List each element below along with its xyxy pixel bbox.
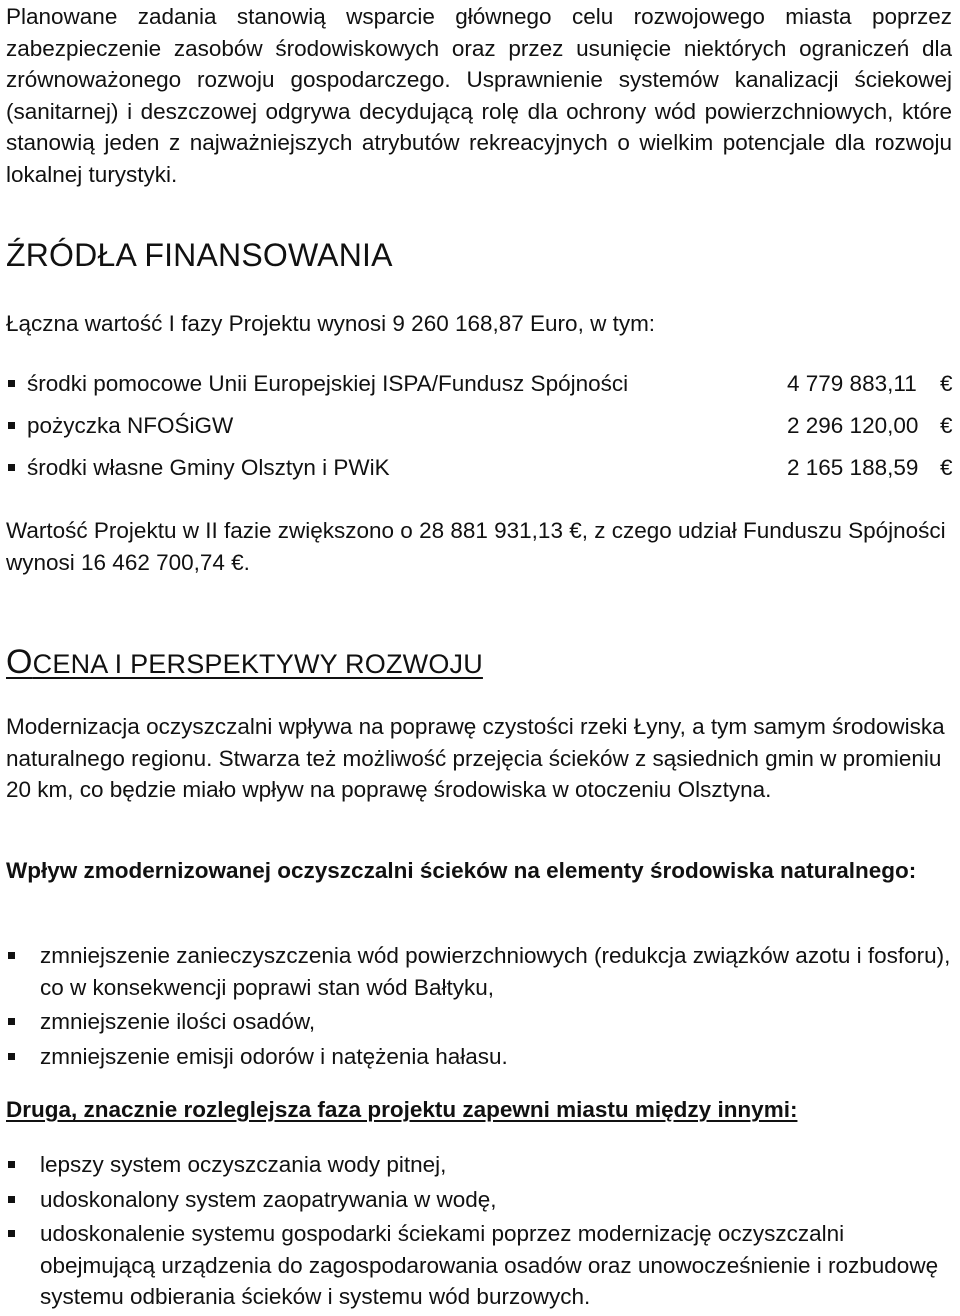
list-item (6, 1218, 952, 1313)
currency-symbol: € (940, 371, 953, 396)
assessment-heading-initial: O (6, 643, 33, 681)
square-bullet-icon (8, 380, 15, 387)
funding-heading: ŹRÓDŁA FINANSOWANIA (6, 237, 393, 273)
funding-sources-list (6, 368, 952, 494)
phase-two-heading: Druga, znacznie rozleglejsza faza projektu zapewni miastu między innymi: (6, 1097, 798, 1122)
phase2-value-text: Wartość Projektu w II fazie zwiększono o 28 881 931,13 €, z czego udział Funduszu Spójności wynosi 16 462 700,74 €. (6, 518, 946, 575)
list-item (6, 940, 952, 1003)
list-item (6, 1149, 952, 1181)
funding-source-amount: 2 165 188,59 (787, 455, 919, 480)
square-bullet-icon (8, 422, 15, 429)
list-item-text: zmniejszenie zanieczyszczenia wód powierzchniowych (redukcja związków azotu i fosforu), co w konsekwencji poprawi stan wód Bałtyku, (40, 943, 951, 1000)
square-bullet-icon (8, 1230, 15, 1237)
list-item (6, 1041, 952, 1073)
square-bullet-icon (8, 952, 15, 959)
assessment-paragraph: Modernizacja oczyszczalni wpływa na poprawę czystości rzeki Łyny, a tym samym środowiska naturalnego regionu. Stwarza też możliwość przejęcia ścieków z sąsiednich gmin w promieniu 20 km, co będzie miało wpływ na poprawę środowiska w otoczeniu Olsztyna. (6, 714, 945, 802)
list-item-text: zmniejszenie ilości osadów, (40, 1009, 316, 1034)
square-bullet-icon (8, 1053, 15, 1060)
intro-paragraph: Planowane zadania stanowią wsparcie głównego celu rozwojowego miasta poprzez zabezpieczenie zasobów środowiskowych oraz przez usunięcie niektórych ograniczeń dla zrównoważonego rozwoju gospodarczego. Usprawnienie systemów kanalizacji ściekowej (sanitarnej) i deszczowej odgrywa decydującą rolę dla ochrony wód powierzchniowych, które stanowią jeden z najważniejszych atrybutów rekreacyjnych o wielkim potencjale dla rozwoju lokalnej turystyki. (6, 4, 952, 187)
assessment-heading-rest: CENA I PERSPEKTYWY ROZWOJU (32, 649, 483, 679)
funding-source-label: środki własne Gminy Olsztyn i PWiK (27, 455, 390, 480)
funding-source-amount: 2 296 120,00 (787, 413, 919, 438)
list-item (6, 1006, 952, 1038)
funding-total-text: Łączna wartość I fazy Projektu wynosi 9 260 168,87 Euro, w tym: (6, 311, 656, 336)
funding-source-item (6, 410, 952, 452)
list-item (6, 1184, 952, 1216)
impact-heading: Wpływ zmodernizowanej oczyszczalni ścieków na elementy środowiska naturalnego: (6, 858, 917, 883)
funding-source-item (6, 368, 952, 410)
list-item-text: zmniejszenie emisji odorów i natężenia hałasu. (40, 1043, 508, 1069)
currency-symbol: € (940, 455, 953, 480)
document-page (6, 0, 953, 1309)
list-item-text: udoskonalenie systemu gospodarki ściekami poprzez modernizację oczyszczalni obejmującą urządzenia do zagospodarowania osadów oraz unowocześnienie i rozbudowę systemu odbierania ścieków i systemu wód burzowych. (40, 1221, 939, 1309)
square-bullet-icon (8, 1018, 15, 1025)
funding-source-label: środki pomocowe Unii Europejskiej ISPA/Fundusz Spójności (27, 371, 629, 396)
square-bullet-icon (8, 464, 15, 471)
list-item-text: lepszy system oczyszczania wody pitnej, (40, 1152, 447, 1177)
funding-source-item (6, 452, 952, 494)
square-bullet-icon (8, 1196, 15, 1203)
impact-list (6, 940, 952, 1075)
funding-source-amount: 4 779 883,11 (787, 371, 917, 396)
phase-two-list (6, 1149, 952, 1316)
square-bullet-icon (8, 1161, 15, 1168)
currency-symbol: € (940, 413, 953, 438)
assessment-heading (6, 642, 483, 684)
list-item-text: udoskonalony system zaopatrywania w wodę, (40, 1186, 497, 1212)
funding-source-label: pożyczka NFOŚiGW (27, 413, 234, 438)
